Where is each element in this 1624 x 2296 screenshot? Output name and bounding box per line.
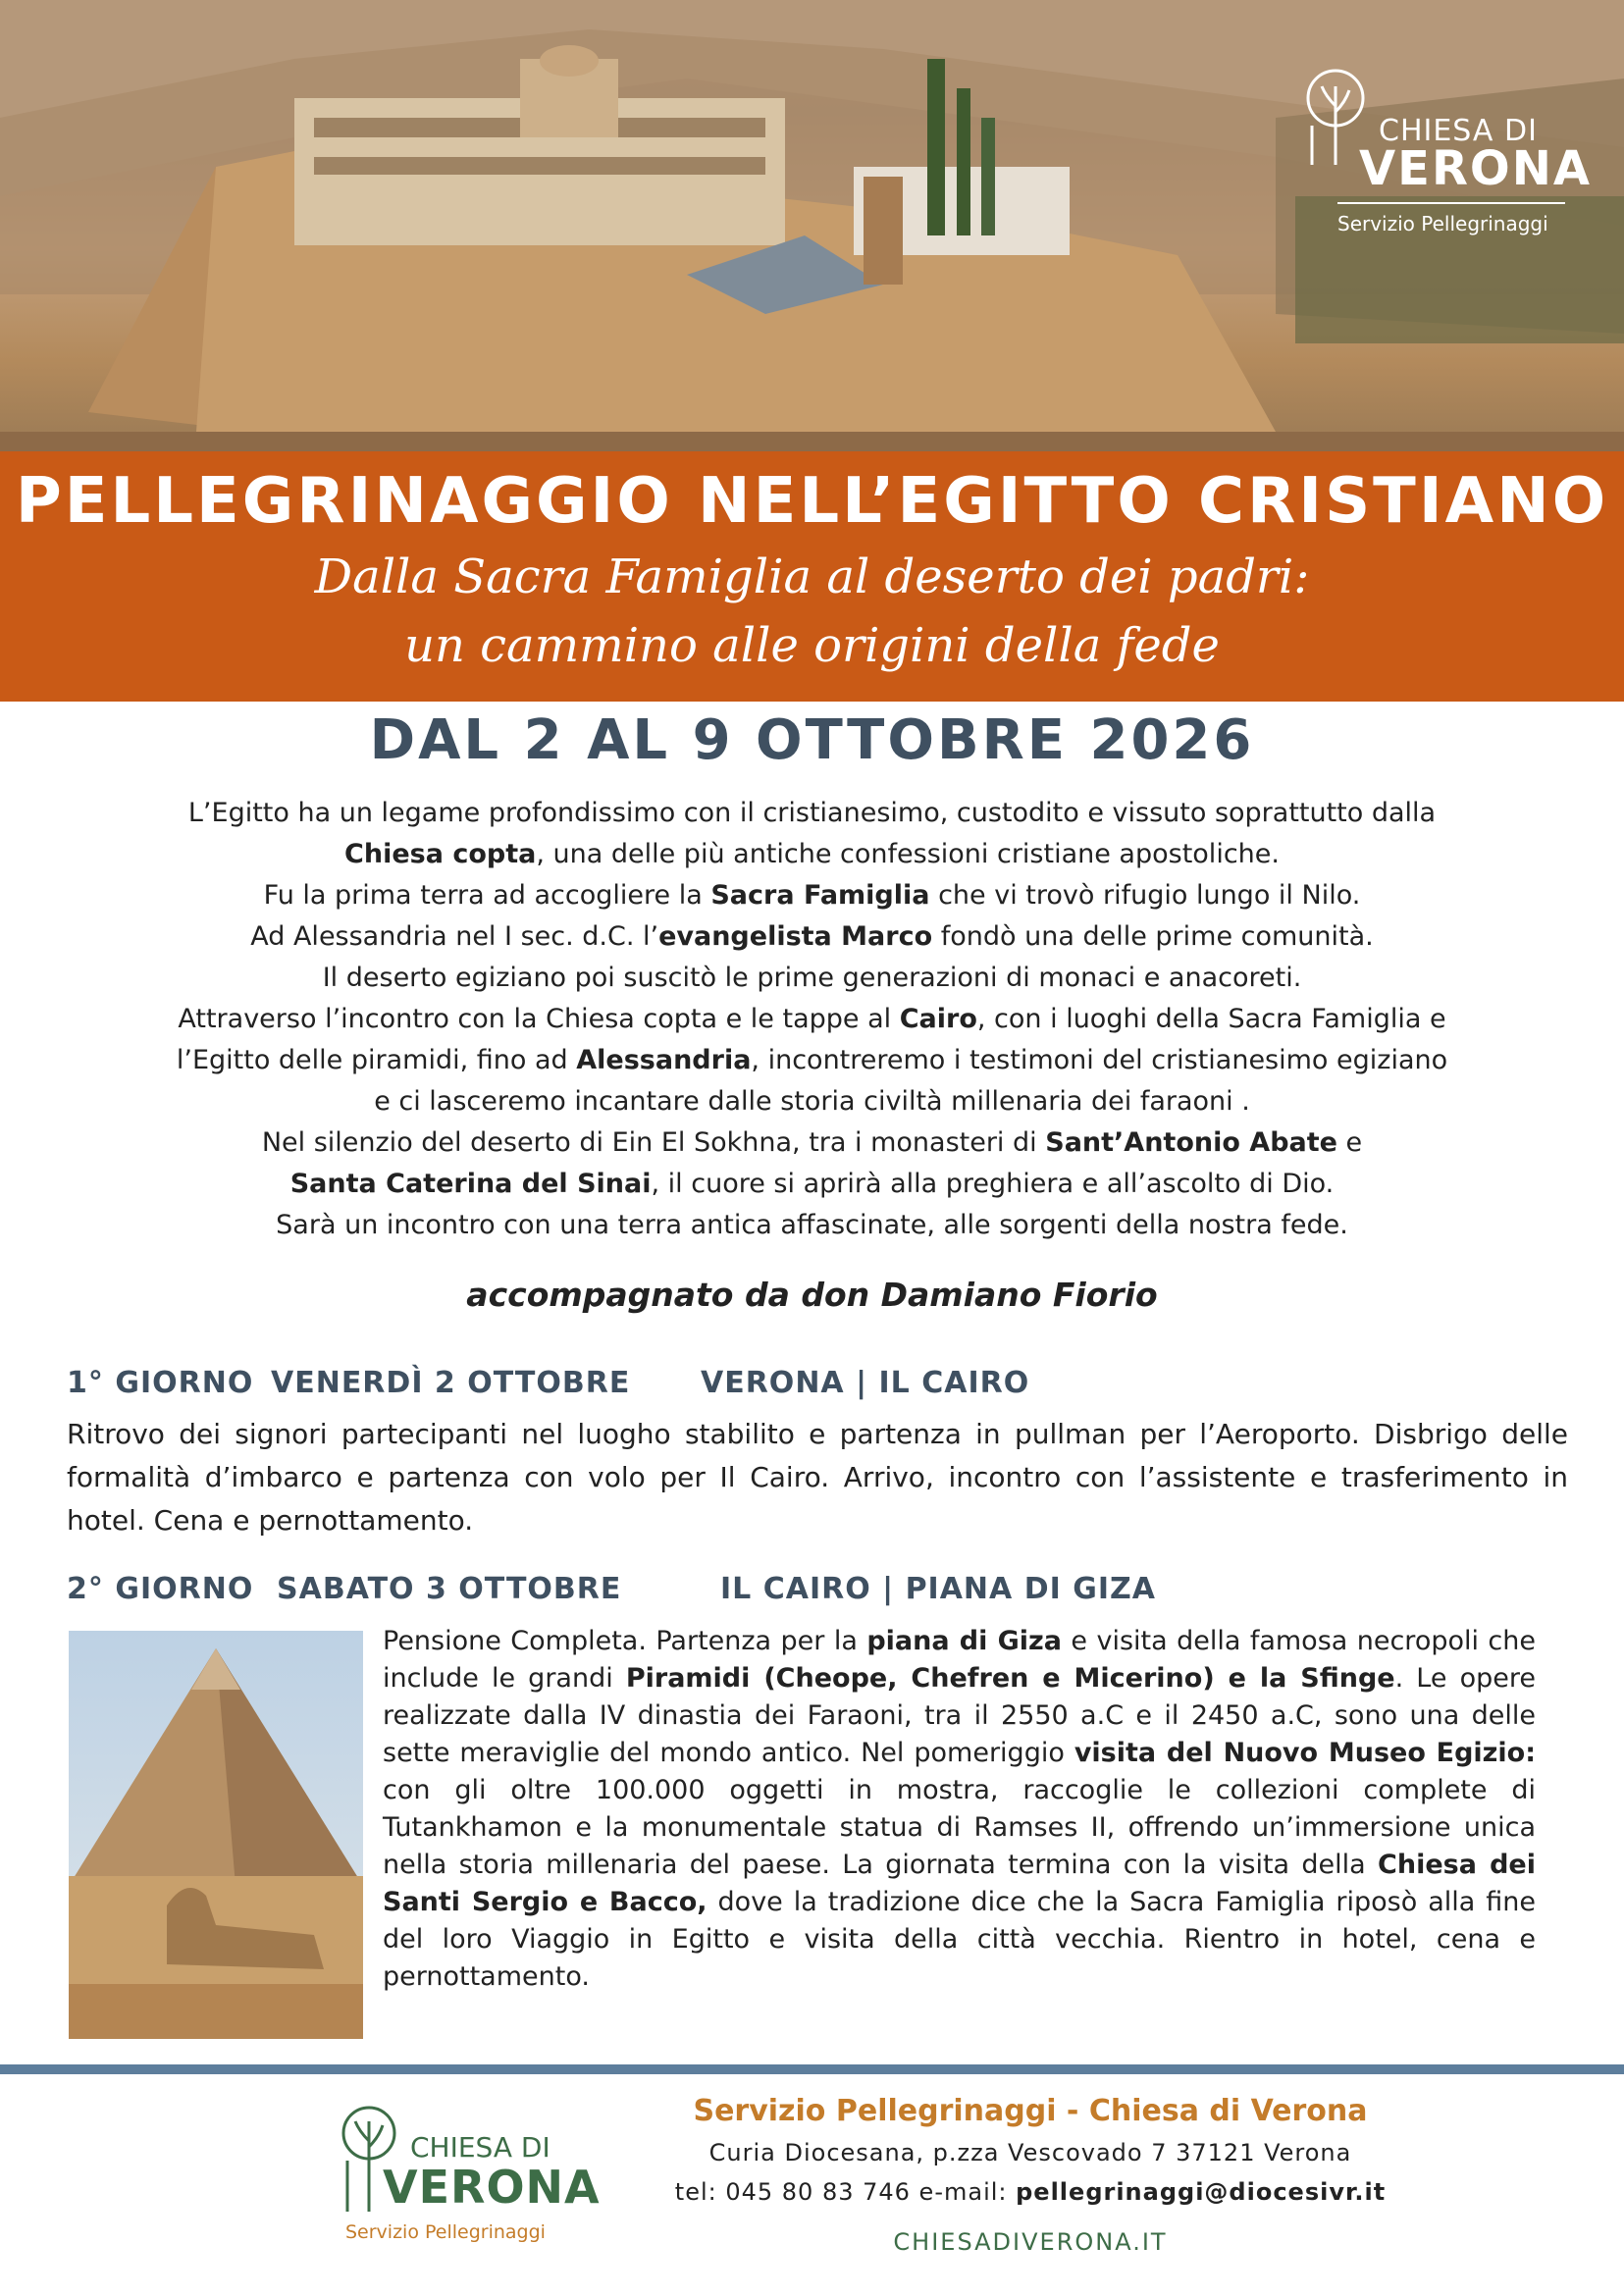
intro-paragraph xyxy=(39,793,1585,1246)
intro-line xyxy=(39,1164,1585,1205)
intro-text: che vi trovò rifugio lungo il Nilo. xyxy=(929,880,1361,911)
day2-text: . Le opere realizzate dalla IV dinastia dei Faraoni, tra il 2550 a.C e il 2450 a.C, sono una delle sette meraviglie del mondo antico. Nel pomeriggio xyxy=(383,1663,1536,1768)
subtitle-line-1: Dalla Sacra Famiglia al deserto dei padri: xyxy=(314,549,1310,604)
day2-description xyxy=(383,1623,1536,1996)
intro-text: , incontreremo i testimoni del cristianesimo egiziano xyxy=(751,1045,1448,1075)
footer-email-link[interactable]: pellegrinaggi@diocesivr.it xyxy=(1016,2178,1387,2206)
intro-text: Santa Caterina del Sinai xyxy=(289,1169,652,1199)
trip-dates: DAL 2 AL 9 OTTOBRE 2026 xyxy=(369,708,1255,772)
day1-text: Ritrovo dei signori partecipanti nel luogho stabilito e partenza in pullman per l’Aeroporto. Disbrigo delle formalità d’imbarco e partenza con volo per Il Cairo. Arrivo, incontro con l’assistente e trasferimento in hotel. Cena e pernottamento. xyxy=(67,1418,1568,1537)
footer-tel: tel: 045 80 83 746 e-mail: xyxy=(674,2178,1017,2206)
intro-text: Fu la prima terra ad accogliere la xyxy=(263,880,711,911)
day2-text: Piramidi (Cheope, Chefren e Micerino) e la Sfinge xyxy=(625,1663,1395,1694)
day1-header xyxy=(67,1366,1539,1405)
intro-text: , il cuore si aprirà alla preghiera e all’ascolto di Dio. xyxy=(651,1169,1335,1199)
intro-text: , con i luoghi della Sacra Famiglia e xyxy=(976,1004,1446,1034)
hero-photo xyxy=(0,0,1624,451)
day1-route: VERONA | IL CAIRO xyxy=(701,1366,1030,1400)
footer-logo xyxy=(334,2090,601,2257)
intro-line xyxy=(39,916,1585,958)
day2-text: e visita della famosa necropoli che include le grandi xyxy=(383,1626,1536,1694)
logo-text-servizio: Servizio Pellegrinaggi xyxy=(1337,212,1548,235)
intro-text: Chiesa copta xyxy=(344,839,537,869)
intro-text: evangelista Marco xyxy=(658,921,933,952)
intro-text: e xyxy=(1336,1127,1363,1158)
intro-text: Cairo xyxy=(899,1004,977,1034)
logo-text-verona: VERONA xyxy=(1359,141,1593,196)
footer-website-link[interactable]: CHIESADIVERONA.IT xyxy=(893,2228,1168,2256)
intro-line xyxy=(39,1040,1585,1081)
footer-organization: Servizio Pellegrinaggi - Chiesa di Verona xyxy=(693,2094,1368,2128)
footer-logo-servizio: Servizio Pellegrinaggi xyxy=(345,2221,546,2243)
day2-text: piana di Giza xyxy=(866,1626,1062,1656)
intro-text: Nel silenzio del deserto di Ein El Sokhna, tra i monasteri di xyxy=(261,1127,1046,1158)
intro-text: Sant’Antonio Abate xyxy=(1045,1127,1337,1158)
footer-contacts xyxy=(589,2172,1472,2212)
day2-date: SABATO 3 OTTOBRE xyxy=(277,1572,622,1606)
intro-line xyxy=(39,1205,1585,1246)
logo-top xyxy=(1300,59,1593,235)
day1-description xyxy=(67,1413,1568,1542)
intro-line xyxy=(39,793,1585,834)
intro-line xyxy=(39,999,1585,1040)
intro-line xyxy=(39,1081,1585,1122)
intro-text: Alessandria xyxy=(576,1045,752,1075)
day1-date: VENERDÌ 2 OTTOBRE xyxy=(271,1366,631,1400)
intro-text: fondò una delle prime comunità. xyxy=(932,921,1374,952)
intro-text: Attraverso l’incontro con la Chiesa copta e le tappe al xyxy=(178,1004,900,1034)
footer-logo-verona: VERONA xyxy=(383,2161,601,2214)
footer-divider xyxy=(0,2064,1624,2074)
intro-line xyxy=(39,875,1585,916)
intro-text: e ci lasceremo incantare dalle storia civiltà millenaria dei faraoni . xyxy=(374,1086,1250,1117)
day2-text: dove la tradizione dice che la Sacra Famiglia riposò alla fine del loro Viaggio in Egitto e visita della città vecchia. Rientro in hotel, cena e pernottamento. xyxy=(383,1887,1536,1992)
subtitle-line-2: un cammino alle origini della fede xyxy=(404,618,1220,673)
intro-text: Il deserto egiziano poi suscitò le prime generazioni di monaci e anacoreti. xyxy=(322,963,1302,993)
intro-text: Sacra Famiglia xyxy=(710,880,930,911)
intro-text: Ad Alessandria nel I sec. d.C. l’ xyxy=(250,921,659,952)
logo-divider xyxy=(1337,202,1565,204)
day2-text: Chiesa dei Santi Sergio e Bacco, xyxy=(383,1850,1536,1917)
footer-logo-chiesa-di: CHIESA DI xyxy=(410,2131,550,2164)
intro-line xyxy=(39,1122,1585,1164)
day2-text: visita del Nuovo Museo Egizio: xyxy=(1074,1738,1537,1768)
accompanied-by: accompagnato da don Damiano Fiorio xyxy=(466,1276,1158,1314)
title-band xyxy=(0,451,1624,702)
intro-text: L’Egitto ha un legame profondissimo con il cristianesimo, custodito e vissuto soprattutto dalla xyxy=(187,798,1437,828)
intro-text: l’Egitto delle piramidi, fino ad xyxy=(176,1045,577,1075)
footer-address: Curia Diocesana, p.zza Vescovado 7 37121 Verona xyxy=(708,2139,1352,2166)
footer-contact xyxy=(589,2090,1472,2267)
intro-text: Sarà un incontro con una terra antica affascinate, alle sorgenti della nostra fede. xyxy=(276,1210,1348,1240)
intro-text: , una delle più antiche confessioni cristiane apostoliche. xyxy=(536,839,1280,869)
pyramid-sphinx-photo xyxy=(69,1631,363,2039)
day2-text: con gli oltre 100.000 oggetti in mostra, raccoglie le collezioni complete di Tutankhamon e la monumentale statua di Ramses II, offrendo un’immersione unica nella storia millenaria del paese. La giornata termina con la visita della xyxy=(383,1775,1536,1880)
intro-line xyxy=(39,834,1585,875)
logo-text-chiesa-di: CHIESA DI xyxy=(1379,114,1538,148)
day2-route: IL CAIRO | PIANA DI GIZA xyxy=(720,1572,1156,1606)
day2-number: 2° GIORNO xyxy=(67,1572,254,1606)
intro-line xyxy=(39,958,1585,999)
day2-text: Pensione Completa. Partenza per la xyxy=(383,1626,867,1656)
page-title: PELLEGRINAGGIO NELL’EGITTO CRISTIANO xyxy=(15,465,1609,538)
day1-number: 1° GIORNO xyxy=(67,1366,254,1400)
day2-header xyxy=(67,1572,1539,1611)
